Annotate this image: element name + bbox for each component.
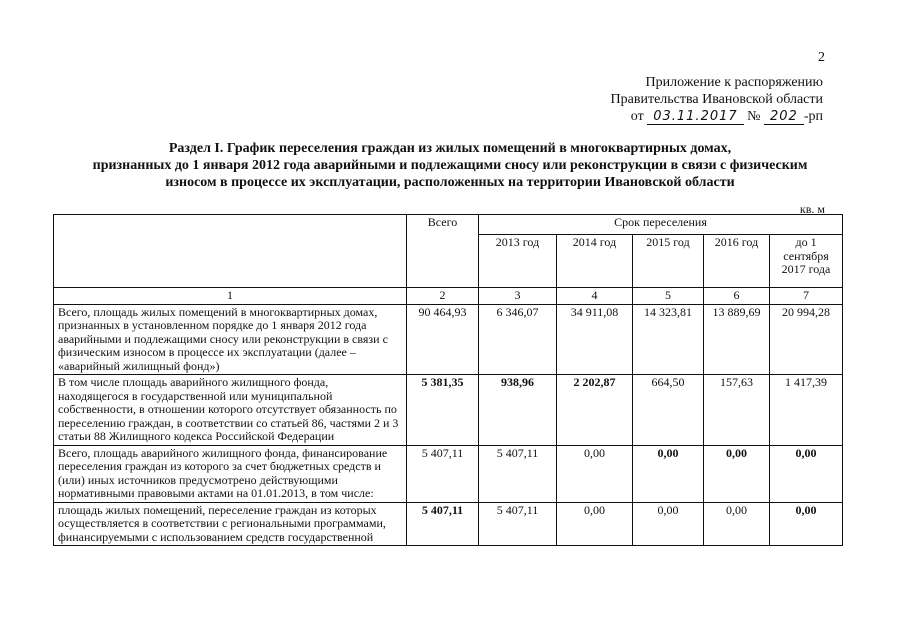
value-2014: 34 911,08 (557, 304, 633, 375)
value-total: 5 407,11 (407, 502, 479, 546)
table-row (54, 502, 843, 546)
page-number: 2 (818, 50, 825, 65)
row-description: площадь жилых помещений, переселение граждан из которых осуществляется в соответствии с региональными программами, финансируемыми с использованием средств государственной (54, 502, 407, 546)
from-label: от (630, 109, 644, 124)
value-2013: 6 346,07 (479, 304, 557, 375)
document-date: 03.11.2017 (647, 109, 743, 125)
value-total: 90 464,93 (407, 304, 479, 375)
value-2015: 664,50 (633, 375, 704, 446)
value-2013: 938,96 (479, 375, 557, 446)
document-number: 202 (764, 109, 804, 125)
row-description: Всего, площадь жилых помещений в многоквартирных домах, признанных в установленном порядке до 1 января 2012 года аварийными и подлежащими сносу или реконструкции в связи с физическим износом в процессе их эксплуатации (далее – «аварийный жилищный фонд») (54, 304, 407, 375)
value-2017: 1 417,39 (770, 375, 843, 446)
value-2014: 0,00 (557, 502, 633, 546)
table-row (54, 445, 843, 502)
value-2014: 2 202,87 (557, 375, 633, 446)
header-year-2013: 2013 год (479, 235, 557, 288)
table-row (54, 375, 843, 446)
value-2016: 0,00 (704, 502, 770, 546)
value-total: 5 381,35 (407, 375, 479, 446)
value-2015: 0,00 (633, 445, 704, 502)
resettlement-table (53, 214, 843, 546)
row-description: В том числе площадь аварийного жилищного фонда, находящегося в государственной или муниципальной собственности, в отношении которого отсутствует обязанность по переселению граждан, в соответствии со статьей 86, частями 2 и 3 статьи 88 Жилищного кодекса Российской Федерации (54, 375, 407, 446)
value-2016: 157,63 (704, 375, 770, 446)
title-line-1: Раздел I. График переселения граждан из жилых помещений в многоквартирных домах, (168, 141, 732, 156)
column-number-row (54, 288, 843, 305)
col-num-5: 5 (633, 288, 704, 305)
header-row-1 (54, 215, 843, 235)
page-bottom-margin (53, 558, 842, 640)
col-num-2: 2 (407, 288, 479, 305)
header-year-2017: до 1 сентября 2017 года (770, 235, 843, 288)
col-num-6: 6 (704, 288, 770, 305)
value-2017: 0,00 (770, 502, 843, 546)
col-num-1: 1 (54, 288, 407, 305)
header-blank-cell (54, 215, 407, 288)
value-2015: 14 323,81 (633, 304, 704, 375)
header-total: Всего (407, 215, 479, 288)
col-num-3: 3 (479, 288, 557, 305)
header-year-2016: 2016 год (704, 235, 770, 288)
value-2015: 0,00 (633, 502, 704, 546)
col-num-4: 4 (557, 288, 633, 305)
value-2017: 20 994,28 (770, 304, 843, 375)
appendix-line-1: Приложение к распоряжению (645, 75, 823, 90)
value-total: 5 407,11 (407, 445, 479, 502)
value-2014: 0,00 (557, 445, 633, 502)
header-year-2015: 2015 год (633, 235, 704, 288)
value-2016: 0,00 (704, 445, 770, 502)
header-period: Срок переселения (479, 215, 843, 235)
value-2013: 5 407,11 (479, 502, 557, 546)
unit-label: кв. м (799, 202, 825, 216)
value-2016: 13 889,69 (704, 304, 770, 375)
header-year-2014: 2014 год (557, 235, 633, 288)
title-line-2: признанных до 1 января 2012 года аварийными и подлежащими сносу или реконструкции в связи с физическим (92, 158, 808, 173)
value-2017: 0,00 (770, 445, 843, 502)
value-2013: 5 407,11 (479, 445, 557, 502)
number-label: № (747, 109, 761, 124)
section-title (40, 140, 860, 191)
title-line-3: износом в процессе их эксплуатации, расположенных на территории Ивановской области (165, 175, 735, 190)
table-row (54, 304, 843, 375)
appendix-date-line (611, 108, 823, 125)
col-num-7: 7 (770, 288, 843, 305)
row-description: Всего, площадь аварийного жилищного фонда, финансирование переселения граждан из которого за счет бюджетных средств и (или) иных источников предусмотрено действующими нормативными правовыми актами на 01.01.2013, в том числе: (54, 445, 407, 502)
appendix-line-2: Правительства Ивановской области (610, 92, 823, 107)
number-suffix: -рп (803, 109, 823, 124)
appendix-header (611, 74, 823, 125)
